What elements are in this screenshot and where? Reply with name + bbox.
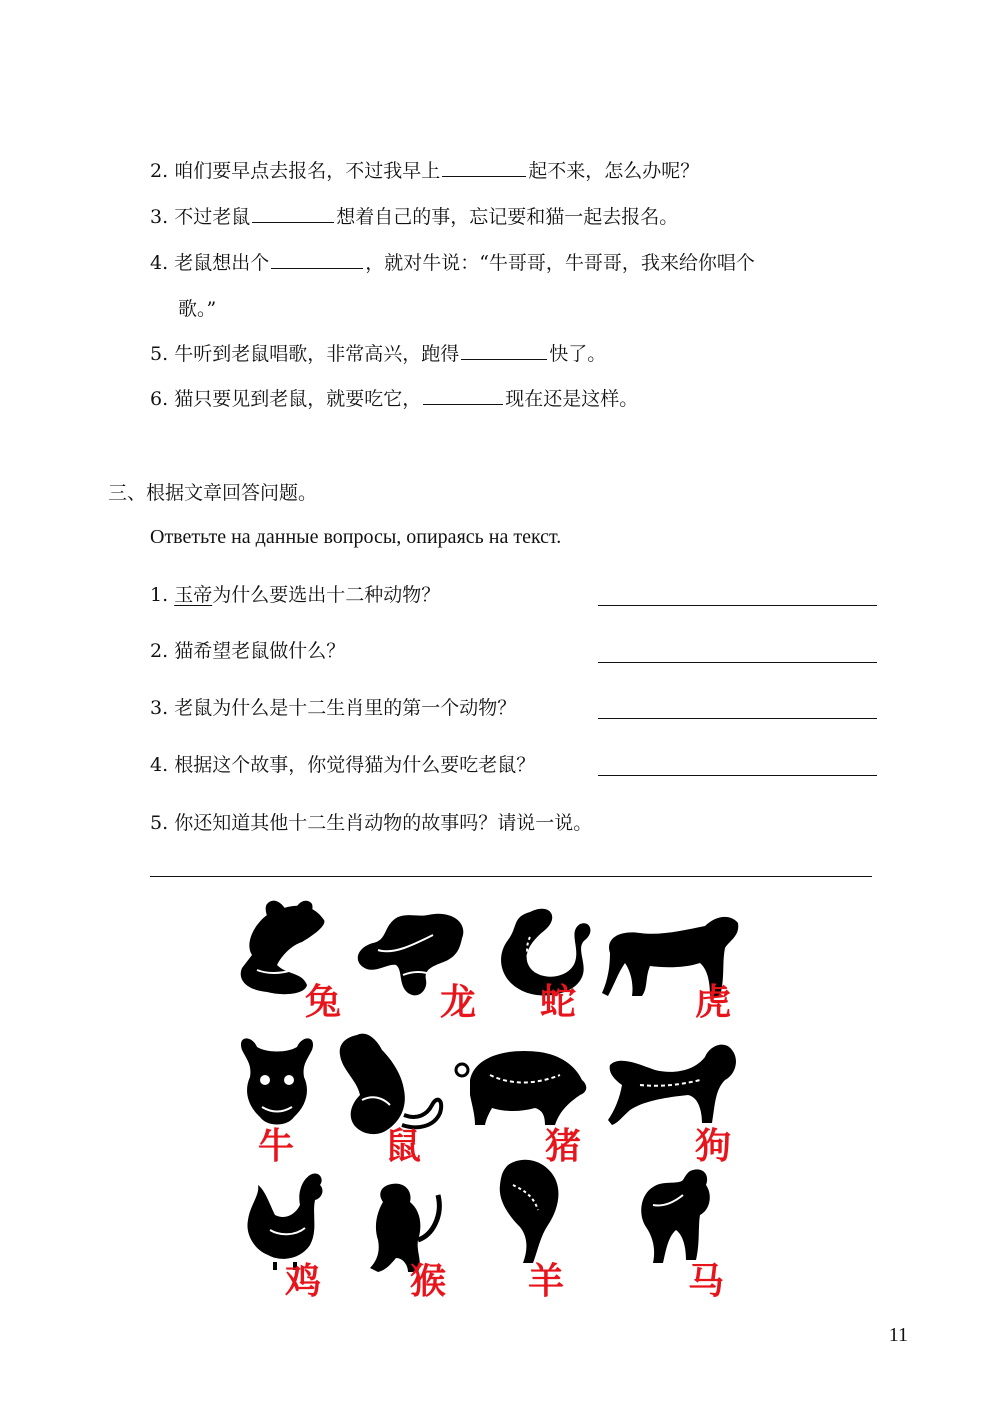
answer-blank[interactable] — [461, 341, 547, 360]
answer-line[interactable] — [598, 662, 877, 663]
question-text: 老鼠为什么是十二生肖里的第一个动物？ — [174, 697, 517, 719]
answer-line-long[interactable] — [150, 876, 872, 877]
zodiac-label-tiger: 虎 — [695, 982, 732, 1023]
item-number: 3. — [150, 206, 169, 228]
item-text-before: 不过老鼠 — [174, 206, 251, 228]
item-text-before: 老鼠想出个 — [174, 252, 270, 274]
question-number: 1. — [150, 584, 169, 606]
ox-silhouette — [232, 1035, 322, 1135]
zodiac-label-horse: 马 — [688, 1261, 725, 1302]
item-text-before: 咱们要早点去报名，不过我早上 — [174, 160, 441, 182]
question-number: 4. — [150, 754, 169, 776]
question-5 — [150, 810, 592, 836]
dog-silhouette — [600, 1035, 745, 1130]
zodiac-label-rat: 鼠 — [385, 1126, 422, 1167]
zodiac-label-rooster: 鸡 — [285, 1261, 322, 1302]
question-text: 根据这个故事，你觉得猫为什么要吃老鼠？ — [174, 754, 536, 776]
item-text-before: 猫只要见到老鼠，就要吃它， — [174, 388, 422, 410]
question-text: 猫希望老鼠做什么？ — [174, 640, 346, 662]
answer-blank[interactable] — [442, 158, 526, 177]
question-text: 你还知道其他十二生肖动物的故事吗？请说一说。 — [174, 812, 593, 834]
zodiac-label-dog: 狗 — [695, 1126, 732, 1167]
zodiac-label-rabbit: 兔 — [305, 982, 342, 1023]
section-heading: 三、根据文章回答问题。 — [108, 482, 318, 504]
question-number: 3. — [150, 697, 169, 719]
item-number: 5. — [150, 343, 169, 365]
item-number: 4. — [150, 252, 169, 274]
item-text-after: 起不来，怎么办呢？ — [528, 160, 700, 182]
horse-silhouette — [628, 1165, 718, 1270]
item-number: 6. — [150, 388, 169, 410]
section-subheading: Ответьте на данные вопросы, опираясь на текст. — [150, 526, 562, 548]
item-4-continued — [178, 296, 216, 322]
answer-blank[interactable] — [271, 250, 363, 269]
question-number: 2. — [150, 640, 169, 662]
item-text-after: 现在还是这样。 — [505, 388, 639, 410]
item-4 — [150, 250, 755, 276]
question-4 — [150, 752, 535, 778]
zodiac-label-pig: 猪 — [545, 1126, 582, 1167]
question-2 — [150, 638, 345, 664]
item-number: 2. — [150, 160, 169, 182]
zodiac-label-goat: 羊 — [528, 1261, 565, 1302]
answer-line[interactable] — [598, 718, 877, 719]
zodiac-label-dragon: 龙 — [440, 982, 477, 1023]
zodiac-label-snake: 蛇 — [540, 982, 577, 1023]
question-3 — [150, 695, 516, 721]
goat-silhouette — [488, 1155, 573, 1265]
item-3 — [150, 204, 678, 230]
zodiac-label-ox: 牛 — [258, 1126, 295, 1167]
item-text-after: 想着自己的事，忘记要和猫一起去报名。 — [336, 206, 679, 228]
item-5 — [150, 341, 606, 367]
answer-blank[interactable] — [423, 386, 503, 405]
answer-line[interactable] — [598, 775, 877, 776]
item-6 — [150, 386, 638, 412]
question-text: 为什么要选出十二种动物？ — [212, 584, 441, 606]
question-number: 5. — [150, 812, 169, 834]
item-text-before: 牛听到老鼠唱歌，非常高兴，跑得 — [174, 343, 460, 365]
item-2 — [150, 158, 699, 184]
answer-line[interactable] — [598, 605, 877, 606]
zodiac-label-monkey: 猴 — [410, 1261, 447, 1302]
question-1 — [150, 582, 440, 608]
item-text-before: 歌。” — [178, 298, 217, 320]
item-text-after: ，就对牛说：“牛哥哥，牛哥哥，我来给你唱个 — [365, 252, 755, 274]
answer-blank[interactable] — [252, 204, 334, 223]
pig-silhouette — [450, 1040, 590, 1130]
item-text-after: 快了。 — [549, 343, 607, 365]
page-number: 11 — [888, 1324, 908, 1346]
underlined-term: 玉帝 — [174, 584, 213, 606]
rooster-silhouette — [240, 1170, 335, 1270]
